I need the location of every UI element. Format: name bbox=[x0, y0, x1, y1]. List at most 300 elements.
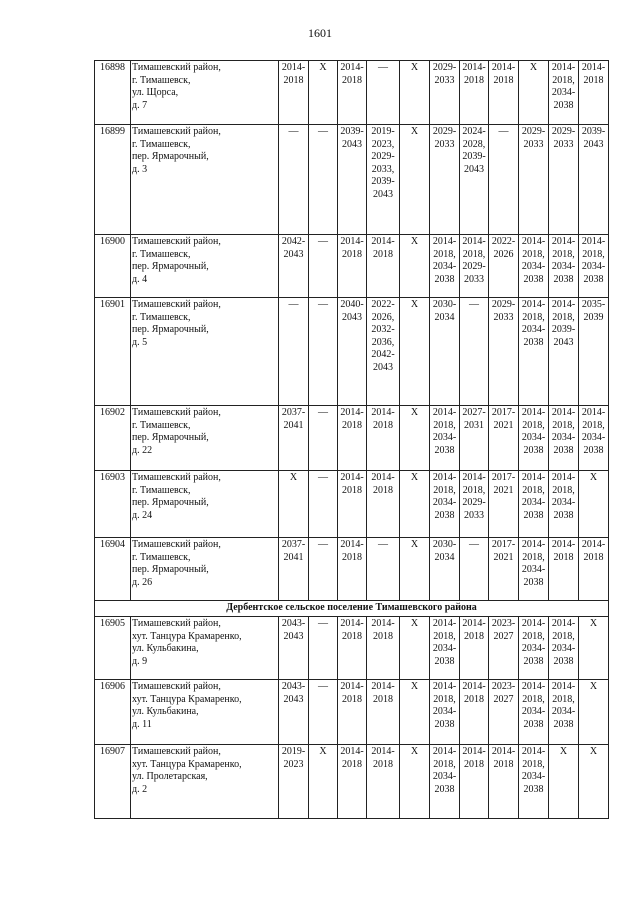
cell-line: 2018, bbox=[522, 758, 545, 770]
cell-line: — bbox=[318, 618, 328, 629]
period-cell bbox=[279, 298, 309, 406]
cell-line: X bbox=[589, 618, 598, 629]
cell-line: 2038 bbox=[434, 509, 455, 521]
period-cell bbox=[309, 406, 338, 471]
address-cell bbox=[131, 745, 279, 819]
cell-line: 2018, bbox=[552, 248, 575, 260]
period-cell bbox=[367, 680, 400, 745]
cell-line: 2037- bbox=[281, 407, 306, 418]
cell-line: 2014- bbox=[340, 746, 364, 757]
cell-line: 2034- bbox=[432, 497, 457, 509]
cell-line: 2043 bbox=[342, 311, 362, 323]
cell-line: 2014- bbox=[340, 236, 364, 247]
period-cell bbox=[367, 538, 400, 601]
address-cell bbox=[131, 235, 279, 298]
cell-line: 2018 bbox=[342, 758, 362, 770]
cell-line: 2041 bbox=[283, 419, 304, 431]
cell-line: г. Тимашевск, bbox=[132, 419, 191, 431]
row-number: 16905 bbox=[95, 617, 131, 680]
table-row bbox=[95, 298, 609, 406]
cell-line: 2018, bbox=[552, 74, 575, 86]
cell-line: 2014- bbox=[371, 746, 395, 757]
cell-line: 2018, bbox=[462, 248, 486, 260]
cell-line: д. 3 bbox=[132, 163, 148, 175]
cell-line: 2014- bbox=[462, 62, 486, 73]
period-cell bbox=[549, 61, 579, 125]
cell-line: 2033, bbox=[371, 163, 395, 175]
cell-line: 2031 bbox=[464, 419, 484, 431]
cell-line: — bbox=[318, 126, 328, 137]
cell-line: 2018, bbox=[522, 311, 545, 323]
cell-line: 2018 bbox=[493, 758, 514, 770]
period-cell bbox=[338, 235, 367, 298]
cell-line: д. 11 bbox=[132, 718, 152, 730]
cell-line: 2014- bbox=[281, 62, 306, 73]
period-cell bbox=[519, 617, 549, 680]
cell-line: — bbox=[498, 126, 509, 137]
period-cell bbox=[367, 617, 400, 680]
cell-line: 2018, bbox=[522, 248, 545, 260]
period-cell bbox=[460, 538, 489, 601]
table-row bbox=[95, 538, 609, 601]
cell-line: 2014- bbox=[521, 746, 546, 757]
cell-line: 2034- bbox=[432, 261, 457, 273]
cell-line: 2018, bbox=[582, 248, 605, 260]
cell-line: д. 7 bbox=[132, 99, 148, 111]
cell-line: X bbox=[410, 299, 419, 310]
cell-line: 2034 bbox=[434, 311, 455, 323]
cell-line: 2018, bbox=[552, 484, 575, 496]
cell-line: 2014- bbox=[432, 681, 457, 692]
period-cell bbox=[579, 745, 609, 819]
cell-line: 2014- bbox=[462, 236, 486, 247]
period-cell bbox=[549, 680, 579, 745]
cell-line: 2018, bbox=[552, 419, 575, 431]
period-cell bbox=[549, 406, 579, 471]
cell-line: 2018, bbox=[462, 484, 486, 496]
cell-line: хут. Танцура Крамаренко, bbox=[132, 758, 242, 770]
table-body bbox=[95, 61, 609, 819]
cell-line: пер. Ярмарочный, bbox=[132, 324, 209, 336]
cell-line: 2014- bbox=[432, 407, 457, 418]
period-cell bbox=[309, 298, 338, 406]
period-cell bbox=[549, 617, 579, 680]
cell-line: 2018, bbox=[433, 419, 456, 431]
cell-line: 2034- bbox=[551, 497, 576, 509]
period-cell bbox=[549, 298, 579, 406]
cell-line: X bbox=[289, 472, 298, 483]
address-cell bbox=[131, 680, 279, 745]
cell-line: 2038 bbox=[434, 783, 455, 795]
cell-line: 2014- bbox=[462, 472, 486, 483]
cell-line: 2029- bbox=[521, 126, 546, 137]
cell-line: 2014- bbox=[551, 472, 576, 483]
cell-line: 2028, bbox=[462, 138, 486, 150]
period-cell bbox=[309, 745, 338, 819]
period-cell bbox=[367, 61, 400, 125]
cell-line: пер. Ярмарочный, bbox=[132, 432, 209, 444]
period-cell bbox=[279, 125, 309, 235]
cell-line: X bbox=[589, 681, 598, 692]
cell-line: 2018 bbox=[373, 630, 393, 642]
cell-line: Тимашевский район, bbox=[132, 618, 221, 629]
cell-line: 2014- bbox=[462, 681, 486, 692]
cell-line: 2018 bbox=[464, 74, 484, 86]
period-cell bbox=[579, 298, 609, 406]
cell-line: д. 5 bbox=[132, 336, 148, 348]
cell-line: 2038 bbox=[583, 444, 604, 456]
period-cell bbox=[279, 406, 309, 471]
cell-line: 2014- bbox=[371, 236, 395, 247]
period-cell bbox=[309, 125, 338, 235]
cell-line: 2033 bbox=[523, 138, 544, 150]
cell-line: 2033 bbox=[553, 138, 574, 150]
cell-line: 2034- bbox=[521, 432, 546, 444]
period-cell bbox=[549, 471, 579, 538]
cell-line: X bbox=[410, 681, 419, 692]
cell-line: 2014- bbox=[432, 236, 457, 247]
cell-line: 2034- bbox=[521, 261, 546, 273]
table-row bbox=[95, 617, 609, 680]
period-cell bbox=[430, 125, 460, 235]
period-cell bbox=[338, 298, 367, 406]
period-cell bbox=[309, 538, 338, 601]
cell-line: 2038 bbox=[434, 444, 455, 456]
period-cell bbox=[400, 745, 430, 819]
period-cell bbox=[400, 538, 430, 601]
cell-line: 2018, bbox=[522, 693, 545, 705]
cell-line: 2014- bbox=[432, 472, 457, 483]
cell-line: X bbox=[410, 236, 419, 247]
cell-line: 2026, bbox=[371, 311, 395, 323]
cell-line: 2018 bbox=[342, 74, 362, 86]
period-cell bbox=[338, 617, 367, 680]
cell-line: д. 4 bbox=[132, 273, 148, 285]
period-cell bbox=[489, 680, 519, 745]
row-number: 16899 bbox=[95, 125, 131, 235]
cell-line: 2014- bbox=[340, 681, 364, 692]
cell-line: 2034- bbox=[581, 432, 606, 444]
period-cell bbox=[279, 617, 309, 680]
period-cell bbox=[460, 125, 489, 235]
cell-line: 2043 bbox=[283, 630, 304, 642]
cell-line: 2014- bbox=[340, 618, 364, 629]
cell-line: д. 24 bbox=[132, 509, 153, 521]
cell-line: 2022- bbox=[491, 236, 516, 247]
period-cell bbox=[367, 406, 400, 471]
period-cell bbox=[400, 61, 430, 125]
cell-line: 2043 bbox=[373, 188, 393, 200]
cell-line: 2038 bbox=[523, 783, 544, 795]
cell-line: 2042- bbox=[281, 236, 306, 247]
period-cell bbox=[460, 61, 489, 125]
cell-line: 2035- bbox=[581, 299, 606, 310]
section-header-row bbox=[95, 601, 609, 617]
cell-line: 2043 bbox=[342, 138, 362, 150]
cell-line: 2027- bbox=[462, 407, 486, 418]
cell-line: д. 22 bbox=[132, 444, 153, 456]
cell-line: 2018 bbox=[464, 758, 484, 770]
cell-line: 2023- bbox=[491, 681, 516, 692]
cell-line: 2043- bbox=[281, 681, 306, 692]
period-cell bbox=[519, 745, 549, 819]
cell-line: 2014- bbox=[551, 681, 576, 692]
period-cell bbox=[519, 61, 549, 125]
cell-line: 2039- bbox=[371, 176, 395, 188]
cell-line: 2030- bbox=[432, 299, 457, 310]
row-number: 16903 bbox=[95, 471, 131, 538]
period-cell bbox=[579, 61, 609, 125]
row-number: 16901 bbox=[95, 298, 131, 406]
cell-line: — bbox=[318, 472, 328, 483]
cell-line: 2038 bbox=[523, 655, 544, 667]
cell-line: 2018, bbox=[433, 484, 456, 496]
cell-line: 2014- bbox=[371, 407, 395, 418]
cell-line: X bbox=[410, 62, 419, 73]
period-cell bbox=[489, 538, 519, 601]
period-cell bbox=[489, 235, 519, 298]
cell-line: X bbox=[559, 746, 568, 757]
period-cell bbox=[279, 471, 309, 538]
period-cell bbox=[400, 406, 430, 471]
cell-line: г. Тимашевск, bbox=[132, 484, 191, 496]
cell-line: 2018 bbox=[553, 551, 574, 563]
cell-line: 2018 bbox=[342, 551, 362, 563]
cell-line: 2017- bbox=[491, 539, 516, 550]
period-cell bbox=[279, 61, 309, 125]
cell-line: пер. Ярмарочный, bbox=[132, 261, 209, 273]
period-cell bbox=[460, 745, 489, 819]
period-cell bbox=[579, 471, 609, 538]
cell-line: 2038 bbox=[553, 509, 574, 521]
cell-line: г. Тимашевск, bbox=[132, 248, 191, 260]
cell-line: 2034- bbox=[432, 771, 457, 783]
cell-line: 2014- bbox=[340, 407, 364, 418]
cell-line: Тимашевский район, bbox=[132, 472, 221, 483]
cell-line: 2034- bbox=[551, 706, 576, 718]
period-cell bbox=[549, 235, 579, 298]
period-cell bbox=[489, 406, 519, 471]
cell-line: 2039 bbox=[583, 311, 604, 323]
cell-line: — bbox=[318, 681, 328, 692]
period-cell bbox=[309, 617, 338, 680]
cell-line: 2023- bbox=[491, 618, 516, 629]
cell-line: Тимашевский район, bbox=[132, 681, 221, 692]
cell-line: 2014- bbox=[491, 62, 516, 73]
cell-line: 2014- bbox=[340, 62, 364, 73]
period-cell bbox=[338, 125, 367, 235]
cell-line: ул. Пролетарская, bbox=[132, 771, 208, 783]
table-row bbox=[95, 125, 609, 235]
cell-line: 2014- bbox=[371, 618, 395, 629]
cell-line: 2032- bbox=[371, 324, 395, 336]
period-cell bbox=[519, 235, 549, 298]
cell-line: 2034- bbox=[521, 497, 546, 509]
cell-line: 2018 bbox=[342, 248, 362, 260]
period-cell bbox=[549, 745, 579, 819]
cell-line: г. Тимашевск, bbox=[132, 551, 191, 563]
address-cell bbox=[131, 61, 279, 125]
cell-line: 2024- bbox=[462, 126, 486, 137]
cell-line: 2014- bbox=[551, 236, 576, 247]
period-cell bbox=[460, 406, 489, 471]
row-number: 16902 bbox=[95, 406, 131, 471]
cell-line: 2026 bbox=[493, 248, 514, 260]
cell-line: X bbox=[410, 472, 419, 483]
cell-line: ул. Щорса, bbox=[132, 87, 179, 99]
cell-line: 2019- bbox=[371, 126, 395, 137]
cell-line: 2018 bbox=[583, 74, 604, 86]
cell-line: 2036, bbox=[371, 336, 395, 348]
cell-line: 2027 bbox=[493, 693, 514, 705]
cell-line: Тимашевский район, bbox=[132, 407, 221, 418]
cell-line: X bbox=[589, 746, 598, 757]
period-cell bbox=[367, 125, 400, 235]
cell-line: 2034- bbox=[432, 643, 457, 655]
cell-line: 2034- bbox=[432, 706, 457, 718]
cell-line: г. Тимашевск, bbox=[132, 311, 191, 323]
cell-line: хут. Танцура Крамаренко, bbox=[132, 630, 242, 642]
period-cell bbox=[430, 406, 460, 471]
cell-line: 2014- bbox=[371, 472, 395, 483]
cell-line: 2033 bbox=[434, 74, 455, 86]
cell-line: пер. Ярмарочный, bbox=[132, 151, 209, 163]
cell-line: 2037- bbox=[281, 539, 306, 550]
period-cell bbox=[430, 680, 460, 745]
period-cell bbox=[489, 617, 519, 680]
period-cell bbox=[460, 235, 489, 298]
cell-line: 2033 bbox=[493, 311, 514, 323]
table-row bbox=[95, 680, 609, 745]
cell-line: 2018 bbox=[373, 758, 393, 770]
period-cell bbox=[489, 61, 519, 125]
table-row bbox=[95, 745, 609, 819]
period-cell bbox=[579, 680, 609, 745]
cell-line: 2034- bbox=[581, 261, 606, 273]
row-number: 16898 bbox=[95, 61, 131, 125]
cell-line: 2043 bbox=[373, 361, 393, 373]
period-cell bbox=[400, 235, 430, 298]
cell-line: 2023 bbox=[283, 758, 304, 770]
cell-line: 2038 bbox=[523, 273, 544, 285]
cell-line: 2014- bbox=[462, 618, 486, 629]
cell-line: 2017- bbox=[491, 472, 516, 483]
row-number: 16906 bbox=[95, 680, 131, 745]
period-cell bbox=[519, 471, 549, 538]
cell-line: 2014- bbox=[521, 299, 546, 310]
cell-line: X bbox=[410, 746, 419, 757]
period-cell bbox=[338, 538, 367, 601]
cell-line: 2014- bbox=[340, 539, 364, 550]
cell-line: 2014- bbox=[581, 407, 606, 418]
cell-line: 2018, bbox=[552, 693, 575, 705]
period-cell bbox=[489, 125, 519, 235]
cell-line: 2034- bbox=[521, 643, 546, 655]
cell-line: ул. Кульбакина, bbox=[132, 643, 199, 655]
period-cell bbox=[338, 471, 367, 538]
cell-line: 2034- bbox=[432, 432, 457, 444]
cell-line: 2018, bbox=[522, 419, 545, 431]
period-cell bbox=[400, 471, 430, 538]
cell-line: 2018, bbox=[433, 693, 456, 705]
cell-line: 2034- bbox=[551, 87, 576, 99]
period-cell bbox=[519, 298, 549, 406]
page-number: 1601 bbox=[308, 26, 332, 40]
cell-line: 2018 bbox=[464, 693, 484, 705]
cell-line: 2018 bbox=[342, 419, 362, 431]
cell-line: X bbox=[410, 618, 419, 629]
cell-line: — bbox=[318, 236, 328, 247]
period-cell bbox=[279, 235, 309, 298]
cell-line: 2034- bbox=[551, 432, 576, 444]
cell-line: 2039- bbox=[340, 126, 364, 137]
cell-line: 2038 bbox=[523, 576, 544, 588]
period-cell bbox=[430, 298, 460, 406]
cell-line: X bbox=[410, 126, 419, 137]
cell-line: 2014- bbox=[462, 746, 486, 757]
table-row bbox=[95, 235, 609, 298]
cell-line: 2018 bbox=[464, 630, 484, 642]
address-cell bbox=[131, 617, 279, 680]
cell-line: 2018, bbox=[582, 419, 605, 431]
section-title: Дербентское сельское поселение Тимашевского района bbox=[95, 601, 609, 617]
cell-line: 2038 bbox=[523, 336, 544, 348]
cell-line: д. 2 bbox=[132, 783, 148, 795]
period-cell bbox=[279, 680, 309, 745]
cell-line: 2029- bbox=[462, 261, 486, 273]
cell-line: пер. Ярмарочный, bbox=[132, 564, 209, 576]
cell-line: — bbox=[469, 539, 479, 550]
period-cell bbox=[430, 745, 460, 819]
cell-line: 2018 bbox=[342, 693, 362, 705]
cell-line: 2033 bbox=[434, 138, 455, 150]
cell-line: 2033 bbox=[464, 509, 484, 521]
period-cell bbox=[519, 125, 549, 235]
period-cell bbox=[579, 235, 609, 298]
cell-line: 2034- bbox=[521, 324, 546, 336]
table-row bbox=[95, 61, 609, 125]
cell-line: 2018, bbox=[522, 484, 545, 496]
cell-line: 2029- bbox=[551, 126, 576, 137]
cell-line: 2038 bbox=[434, 655, 455, 667]
cell-line: 2018, bbox=[433, 248, 456, 260]
period-cell bbox=[400, 680, 430, 745]
period-cell bbox=[460, 471, 489, 538]
cell-line: д. 9 bbox=[132, 655, 148, 667]
cell-line: 2038 bbox=[553, 444, 574, 456]
period-cell bbox=[519, 406, 549, 471]
cell-line: 2038 bbox=[523, 509, 544, 521]
cell-line: 2034- bbox=[521, 771, 546, 783]
cell-line: 2038 bbox=[434, 273, 455, 285]
period-cell bbox=[309, 471, 338, 538]
cell-line: X bbox=[410, 407, 419, 418]
cell-line: 2039- bbox=[551, 324, 576, 336]
cell-line: 2033 bbox=[464, 273, 484, 285]
cell-line: 2038 bbox=[553, 99, 574, 111]
cell-line: 2042- bbox=[371, 349, 395, 361]
period-cell bbox=[367, 298, 400, 406]
cell-line: 2014- bbox=[521, 236, 546, 247]
cell-line: г. Тимашевск, bbox=[132, 74, 191, 86]
cell-line: — bbox=[288, 126, 299, 137]
cell-line: Тимашевский район, bbox=[132, 62, 221, 73]
cell-line: пер. Ярмарочный, bbox=[132, 497, 209, 509]
cell-line: Тимашевский район, bbox=[132, 746, 221, 757]
cell-line: 2014- bbox=[340, 472, 364, 483]
cell-line: X bbox=[319, 62, 327, 73]
cell-line: 2038 bbox=[434, 718, 455, 730]
